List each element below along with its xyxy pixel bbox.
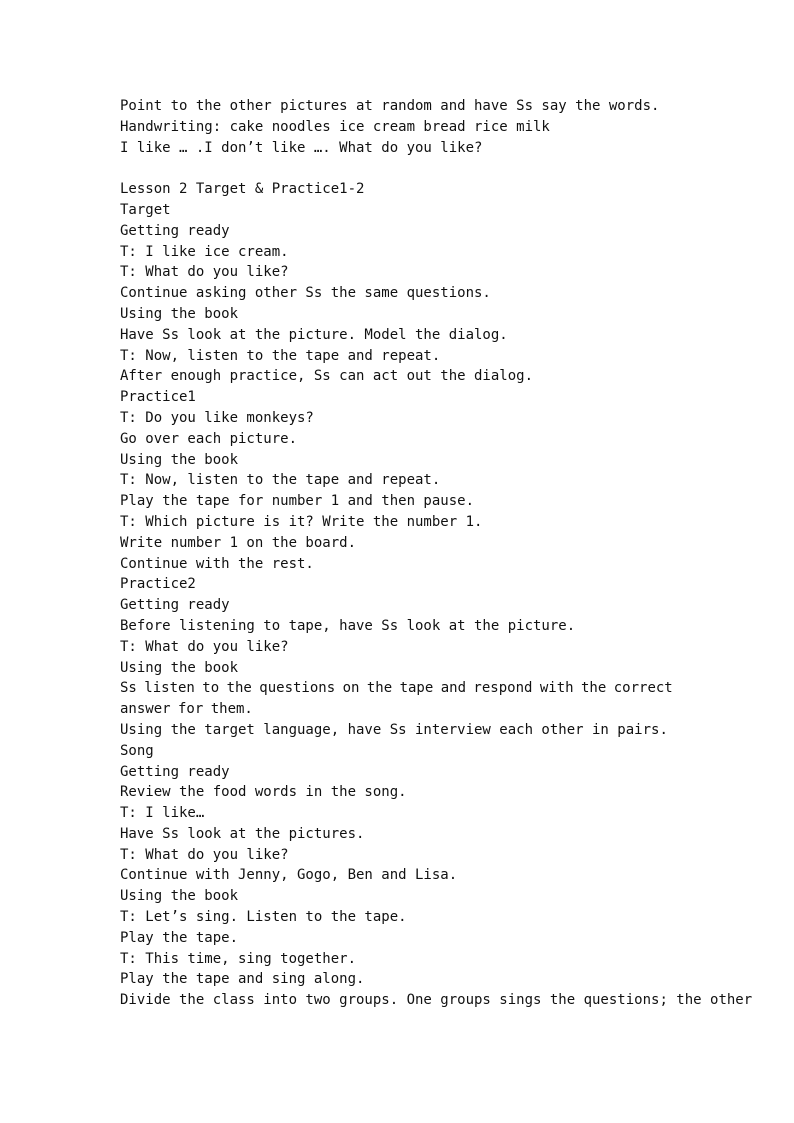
lesson-heading: Lesson 2 Target & Practice1-2 bbox=[120, 181, 365, 198]
text-line: Continue with Jenny, Gogo, Ben and Lisa. bbox=[120, 867, 458, 884]
text-line: Write number 1 on the board. bbox=[120, 534, 357, 551]
text-line: Have Ss look at the pictures. bbox=[120, 825, 365, 842]
text-line: Point to the other pictures at random and have Ss say the words. bbox=[120, 98, 660, 114]
section-heading: Practice1 bbox=[120, 389, 196, 406]
section-heading: Getting ready bbox=[120, 597, 230, 614]
text-line: T: Now, listen to the tape and repeat. bbox=[120, 472, 441, 489]
text-line: T: Do you like monkeys? bbox=[120, 409, 314, 426]
text-line: T: Now, listen to the tape and repeat. bbox=[120, 347, 441, 364]
section-heading: Song bbox=[120, 742, 154, 759]
text-line: T: What do you like? bbox=[120, 264, 289, 281]
text-line: After enough practice, Ss can act out the dialog. bbox=[120, 368, 534, 385]
section-heading: Getting ready bbox=[120, 763, 230, 780]
text-line: T: Let’s sing. Listen to the tape. bbox=[120, 909, 407, 926]
section-heading: Using the book bbox=[120, 888, 239, 905]
text-line: Have Ss look at the picture. Model the dialog. bbox=[120, 326, 508, 343]
section-heading: Target bbox=[120, 201, 171, 218]
text-line: Before listening to tape, have Ss look at the picture. bbox=[120, 617, 576, 634]
text-line: T: What do you like? bbox=[120, 638, 289, 655]
text-line: Handwriting: cake noodles ice cream bread rice milk bbox=[120, 118, 550, 135]
text-line: Play the tape for number 1 and then pause. bbox=[120, 493, 475, 510]
section-heading: Using the book bbox=[120, 451, 239, 468]
text-paragraph: Ss listen to the questions on the tape and respond with the correct answer for them. bbox=[120, 680, 673, 718]
text-line: Continue asking other Ss the same questions. bbox=[120, 285, 491, 302]
text-line: Go over each picture. bbox=[120, 430, 298, 447]
text-line: Divide the class into two groups. One groups sings the questions; the other bbox=[120, 992, 753, 1009]
text-line: Using the target language, have Ss interview each other in pairs. bbox=[120, 721, 668, 738]
text-line: T: Which picture is it? Write the number 1. bbox=[120, 513, 483, 530]
section-heading: Using the book bbox=[120, 659, 239, 676]
text-line: Play the tape and sing along. bbox=[120, 971, 365, 988]
text-line: Continue with the rest. bbox=[120, 555, 314, 572]
text-line: I like … .I don’t like …. What do you like? bbox=[120, 139, 483, 156]
text-line: T: What do you like? bbox=[120, 846, 289, 863]
lesson-plan-text bbox=[120, 96, 753, 1011]
text-line: T: This time, sing together. bbox=[120, 950, 357, 967]
text-line: T: I like ice cream. bbox=[120, 243, 289, 260]
text-line: Review the food words in the song. bbox=[120, 784, 407, 801]
text-line: T: I like… bbox=[120, 805, 205, 822]
section-heading: Using the book bbox=[120, 305, 239, 322]
blank-line bbox=[120, 158, 680, 179]
section-heading: Practice2 bbox=[120, 576, 196, 593]
text-line: Play the tape. bbox=[120, 929, 239, 946]
section-heading: Getting ready bbox=[120, 222, 230, 239]
